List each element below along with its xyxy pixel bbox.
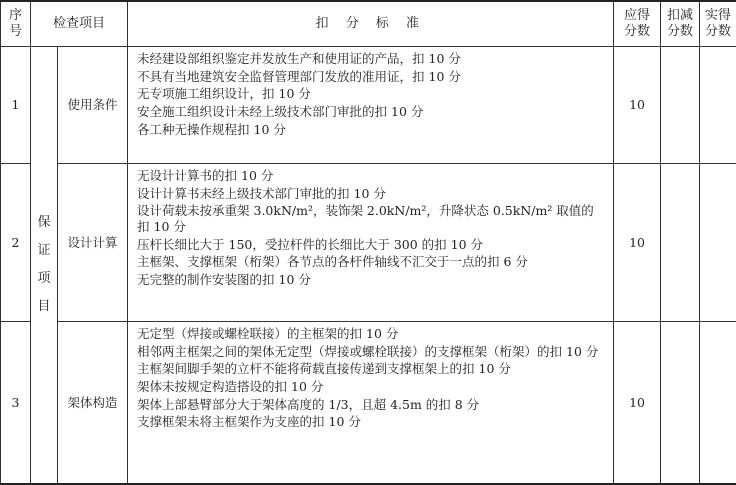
row-due-score: 10 <box>614 164 661 322</box>
criteria-line: 主框架、支撑框架（桁架）各节点的各杆件轴线不汇交于一点的扣 6 分 <box>137 254 605 270</box>
criteria-line: 各工种无操作规程扣 10 分 <box>137 122 605 138</box>
criteria-line: 未经建设部组织鉴定并发放生产和使用证的产品，扣 10 分 <box>137 51 605 67</box>
criteria-line: 相邻两主框架之间的架体无定型（焊接或螺栓联接）的支撑框架（桁架）的扣 10 分 <box>137 344 605 360</box>
criteria-line: 设计计算书未经上级技术部门审批的扣 10 分 <box>137 186 605 202</box>
header-actual-score: 实得 分数 <box>700 1 736 47</box>
header-criteria: 扣 分 标 准 <box>128 1 614 47</box>
row-due-score: 10 <box>614 322 661 485</box>
row-actual-score[interactable] <box>700 47 736 164</box>
row-item: 设计计算 <box>58 164 128 322</box>
row-deduct-score[interactable] <box>661 322 700 485</box>
row-seq: 3 <box>1 322 31 485</box>
row-deduct-score[interactable] <box>661 47 700 164</box>
table-row <box>1 322 736 485</box>
header-due-score: 应得 分数 <box>614 1 661 47</box>
row-actual-score[interactable] <box>700 322 736 485</box>
criteria-line: 架体上部悬臂部分大于架体高度的 1/3，且超 4.5m 的扣 8 分 <box>137 397 605 413</box>
criteria-line: 支撑框架未将主框架作为支座的扣 10 分 <box>137 414 605 430</box>
row-seq: 1 <box>1 47 31 164</box>
row-deduct-score[interactable] <box>661 164 700 322</box>
criteria-line: 主框架间脚手架的立杆不能将荷载直接传递到支撑框架上的扣 10 分 <box>137 361 605 377</box>
header-deduct-score: 扣减 分数 <box>661 1 700 47</box>
header-check-item: 检查项目 <box>31 1 128 47</box>
criteria-line: 设计荷载未按承重架 3.0kN/m²，装饰架 2.0kN/m²，升降状态 0.5kN/m² 取值的扣 10 分 <box>137 203 605 234</box>
criteria-line: 无设计计算书的扣 10 分 <box>137 168 605 184</box>
row-criteria <box>128 322 614 485</box>
row-criteria <box>128 164 614 322</box>
criteria-line: 无专项施工组织设计，扣 10 分 <box>137 86 605 102</box>
row-actual-score[interactable] <box>700 164 736 322</box>
criteria-line: 不具有当地建筑安全监督管理部门发放的准用证，扣 10 分 <box>137 69 605 85</box>
row-criteria <box>128 47 614 164</box>
group-label: 保 证 项 目 <box>31 47 58 485</box>
header-seq: 序 号 <box>1 1 31 47</box>
criteria-line: 安全施工组织设计未经上级技术部门审批的扣 10 分 <box>137 104 605 120</box>
row-item: 使用条件 <box>58 47 128 164</box>
criteria-line: 架体未按规定构造搭设的扣 10 分 <box>137 379 605 395</box>
row-item: 架体构造 <box>58 322 128 485</box>
criteria-line: 压杆长细比大于 150，受拉杆件的长细比大于 300 的扣 10 分 <box>137 237 605 253</box>
row-due-score: 10 <box>614 47 661 164</box>
table-row <box>1 164 736 322</box>
row-seq: 2 <box>1 164 31 322</box>
criteria-line: 无定型（焊接或螺栓联接）的主框架的扣 10 分 <box>137 326 605 342</box>
criteria-line: 无完整的制作安装图的扣 10 分 <box>137 272 605 288</box>
table-row <box>1 47 736 164</box>
